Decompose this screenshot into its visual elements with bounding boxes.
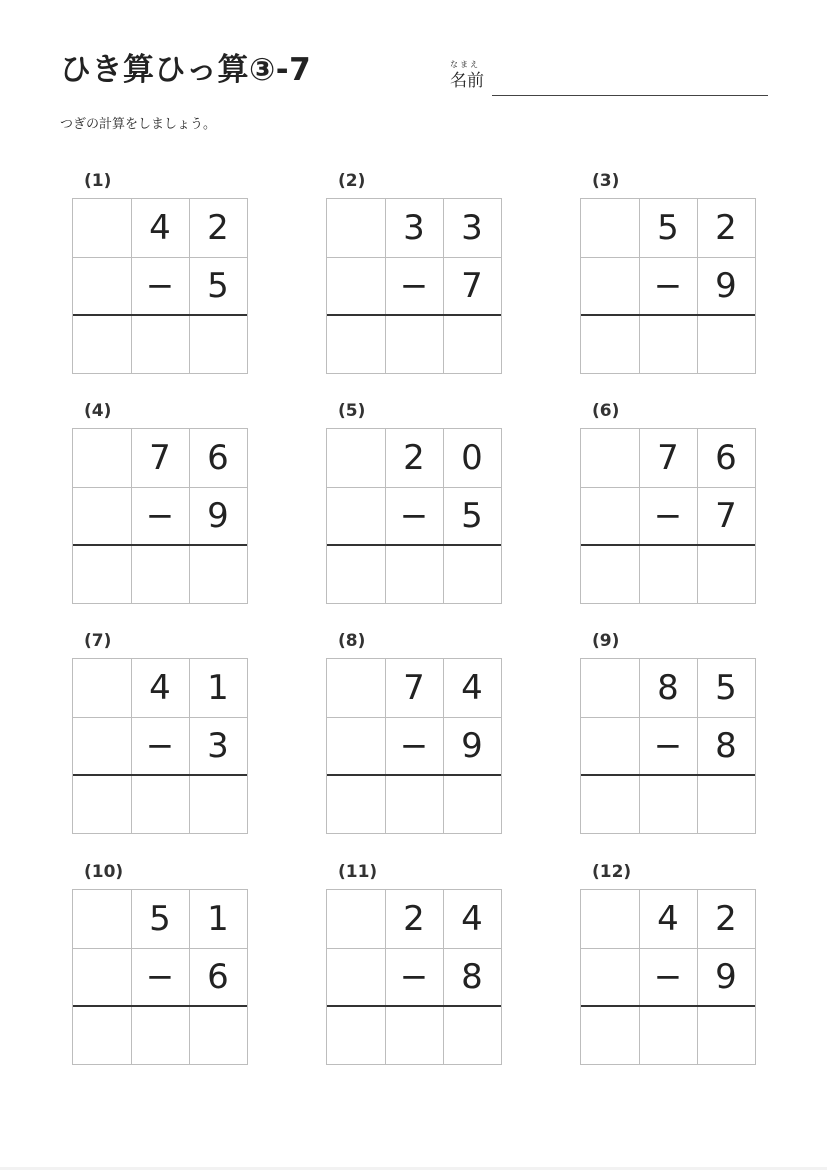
minuend-tens-digit: 2 xyxy=(403,899,425,939)
answer-tens-cell[interactable] xyxy=(131,545,189,603)
subtrahend-digit: 9 xyxy=(461,726,483,766)
problem-11 xyxy=(326,861,502,1071)
answer-hundreds-cell[interactable] xyxy=(581,545,639,603)
subtrahend-digit: 3 xyxy=(207,726,229,766)
minuend-ones-digit: 4 xyxy=(461,899,483,939)
problem-number: (5) xyxy=(338,401,366,421)
problem-3 xyxy=(580,170,756,380)
minuend-tens-digit: 8 xyxy=(657,668,679,708)
problem-1 xyxy=(72,170,248,380)
answer-ones-cell[interactable] xyxy=(697,1006,755,1064)
minuend-ones-digit: 2 xyxy=(715,208,737,248)
answer-hundreds-cell[interactable] xyxy=(581,775,639,833)
answer-hundreds-cell[interactable] xyxy=(73,775,131,833)
minuend-tens-digit: 3 xyxy=(403,208,425,248)
problem-grid-box xyxy=(580,428,756,604)
answer-hundreds-cell[interactable] xyxy=(327,1006,385,1064)
answer-ones-cell[interactable] xyxy=(189,315,247,373)
answer-tens-cell[interactable] xyxy=(131,315,189,373)
problem-grid-box xyxy=(72,658,248,834)
minuend-ones-digit: 6 xyxy=(207,438,229,478)
problem-number: (2) xyxy=(338,171,366,191)
minuend-ones-digit: 2 xyxy=(207,208,229,248)
minus-sign: − xyxy=(145,496,175,536)
problem-7 xyxy=(72,630,248,840)
minuend-ones-digit: 5 xyxy=(715,668,737,708)
problem-grid-box xyxy=(580,198,756,374)
problem-10 xyxy=(72,861,248,1071)
answer-tens-cell[interactable] xyxy=(639,545,697,603)
minuend-ones-digit: 1 xyxy=(207,899,229,939)
minuend-tens-digit: 5 xyxy=(149,899,171,939)
minuend-tens-digit: 2 xyxy=(403,438,425,478)
name-label: 名前 xyxy=(450,71,484,91)
subtrahend-digit: 7 xyxy=(715,496,737,536)
subtrahend-digit: 9 xyxy=(715,957,737,997)
minus-sign: − xyxy=(653,726,683,766)
minuend-tens-digit: 4 xyxy=(657,899,679,939)
answer-tens-cell[interactable] xyxy=(131,775,189,833)
minus-sign: − xyxy=(399,726,429,766)
subtrahend-digit: 5 xyxy=(461,496,483,536)
answer-hundreds-cell[interactable] xyxy=(73,545,131,603)
name-ruby: なまえ xyxy=(450,60,480,69)
problem-8 xyxy=(326,630,502,840)
problem-grid-box xyxy=(326,658,502,834)
problem-number: (10) xyxy=(84,862,124,882)
answer-hundreds-cell[interactable] xyxy=(581,315,639,373)
answer-ones-cell[interactable] xyxy=(697,775,755,833)
minus-sign: − xyxy=(145,266,175,306)
minus-sign: − xyxy=(399,266,429,306)
answer-tens-cell[interactable] xyxy=(639,775,697,833)
minuend-ones-digit: 4 xyxy=(461,668,483,708)
instruction-text: つぎの計算をしましょう。 xyxy=(60,117,217,132)
minuend-ones-digit: 0 xyxy=(461,438,483,478)
minuend-ones-digit: 1 xyxy=(207,668,229,708)
answer-tens-cell[interactable] xyxy=(639,315,697,373)
subtrahend-digit: 5 xyxy=(207,266,229,306)
problem-number: (7) xyxy=(84,631,112,651)
problem-grid-box xyxy=(326,889,502,1065)
answer-hundreds-cell[interactable] xyxy=(581,1006,639,1064)
minus-sign: − xyxy=(653,496,683,536)
problem-number: (6) xyxy=(592,401,620,421)
answer-ones-cell[interactable] xyxy=(443,545,501,603)
problem-number: (1) xyxy=(84,171,112,191)
answer-hundreds-cell[interactable] xyxy=(327,775,385,833)
minuend-tens-digit: 7 xyxy=(403,668,425,708)
minuend-tens-digit: 7 xyxy=(657,438,679,478)
problem-2 xyxy=(326,170,502,380)
problem-grid-box xyxy=(326,428,502,604)
problem-grid-box xyxy=(580,889,756,1065)
problem-12 xyxy=(580,861,756,1071)
worksheet-title: ひき算ひっ算③-7 xyxy=(60,52,312,88)
answer-ones-cell[interactable] xyxy=(697,315,755,373)
minuend-tens-digit: 5 xyxy=(657,208,679,248)
problem-grid-box xyxy=(326,198,502,374)
answer-ones-cell[interactable] xyxy=(443,315,501,373)
minus-sign: − xyxy=(145,726,175,766)
answer-ones-cell[interactable] xyxy=(443,1006,501,1064)
minuend-ones-digit: 3 xyxy=(461,208,483,248)
answer-hundreds-cell[interactable] xyxy=(327,545,385,603)
name-write-line[interactable] xyxy=(492,95,768,96)
minuend-ones-digit: 6 xyxy=(715,438,737,478)
minus-sign: − xyxy=(145,957,175,997)
answer-tens-cell[interactable] xyxy=(385,1006,443,1064)
minuend-tens-digit: 4 xyxy=(149,668,171,708)
answer-hundreds-cell[interactable] xyxy=(73,1006,131,1064)
problem-number: (11) xyxy=(338,862,378,882)
problem-grid-box xyxy=(72,198,248,374)
problem-number: (4) xyxy=(84,401,112,421)
problem-number: (8) xyxy=(338,631,366,651)
problem-9 xyxy=(580,630,756,840)
subtrahend-digit: 8 xyxy=(715,726,737,766)
problem-6 xyxy=(580,400,756,610)
minuend-tens-digit: 7 xyxy=(149,438,171,478)
answer-hundreds-cell[interactable] xyxy=(327,315,385,373)
minuend-tens-digit: 4 xyxy=(149,208,171,248)
answer-ones-cell[interactable] xyxy=(189,775,247,833)
subtrahend-digit: 9 xyxy=(715,266,737,306)
minus-sign: − xyxy=(653,957,683,997)
minus-sign: − xyxy=(653,266,683,306)
problem-5 xyxy=(326,400,502,610)
subtrahend-digit: 9 xyxy=(207,496,229,536)
answer-ones-cell[interactable] xyxy=(697,545,755,603)
subtrahend-digit: 6 xyxy=(207,957,229,997)
answer-hundreds-cell[interactable] xyxy=(73,315,131,373)
problem-4 xyxy=(72,400,248,610)
answer-ones-cell[interactable] xyxy=(189,1006,247,1064)
answer-tens-cell[interactable] xyxy=(385,315,443,373)
name-field xyxy=(450,60,770,100)
answer-tens-cell[interactable] xyxy=(639,1006,697,1064)
answer-ones-cell[interactable] xyxy=(189,545,247,603)
answer-tens-cell[interactable] xyxy=(385,775,443,833)
minuend-ones-digit: 2 xyxy=(715,899,737,939)
problem-number: (9) xyxy=(592,631,620,651)
minus-sign: − xyxy=(399,496,429,536)
minus-sign: − xyxy=(399,957,429,997)
answer-ones-cell[interactable] xyxy=(443,775,501,833)
subtrahend-digit: 8 xyxy=(461,957,483,997)
answer-tens-cell[interactable] xyxy=(385,545,443,603)
problem-grid-box xyxy=(580,658,756,834)
problem-grid-box xyxy=(72,889,248,1065)
answer-tens-cell[interactable] xyxy=(131,1006,189,1064)
subtrahend-digit: 7 xyxy=(461,266,483,306)
problem-grid-box xyxy=(72,428,248,604)
problem-number: (3) xyxy=(592,171,620,191)
problem-number: (12) xyxy=(592,862,632,882)
